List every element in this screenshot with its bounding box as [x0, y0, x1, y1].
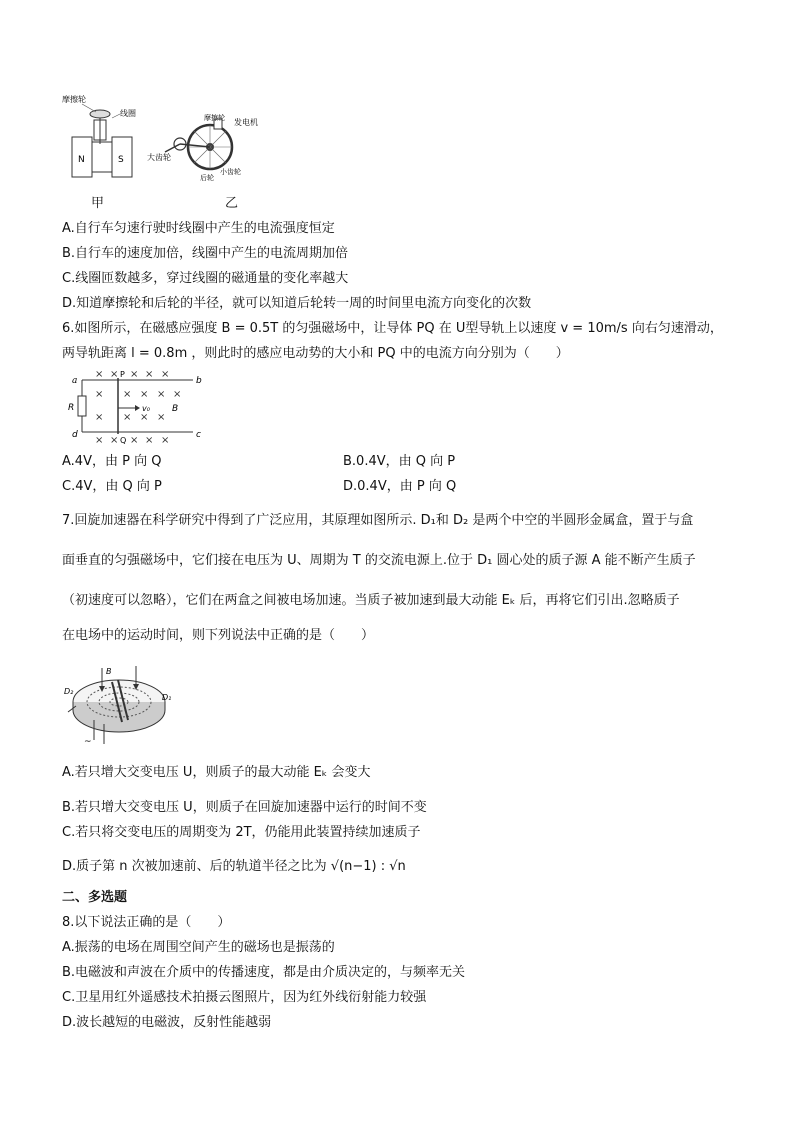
q7-option-d: D.质子第 n 次被加速前、后的轨道半径之比为 √(n−1) : √n — [62, 859, 406, 874]
label-rear-wheel: 后轮 — [200, 174, 214, 182]
svg-text:×: × — [130, 369, 139, 380]
label-d: d — [72, 430, 78, 440]
q8-option-b: B.电磁波和声波在介质中的传播速度，都是由介质决定的，与频率无关 — [62, 965, 466, 980]
label-d2: D₂ — [64, 687, 74, 696]
q6-option-d: D.0.4V，由 P 向 Q — [343, 479, 457, 494]
q7-stem-line3: （初速度可以忽略），它们在两盒之间被电场加速。当质子被加速到最大动能 Eₖ 后，再将它们引出.忽略质子 — [62, 593, 680, 608]
svg-text:×: × — [145, 435, 154, 446]
label-a: a — [72, 376, 78, 386]
svg-text:×: × — [110, 369, 119, 380]
label-b: b — [196, 376, 202, 386]
label-small-gear: 小齿轮 — [220, 168, 241, 176]
q6-stem-line2: 两导轨距离 l = 0.8m ，则此时的感应电动势的大小和 PQ 中的电流方向分别为（ ） — [62, 346, 569, 361]
q5-option-a: A.自行车匀速行驶时线圈中产生的电流强度恒定 — [62, 221, 335, 236]
svg-text:×: × — [95, 412, 104, 423]
caption-jia: 甲 — [91, 196, 105, 211]
svg-text:×: × — [123, 412, 132, 423]
caption-yi: 乙 — [225, 196, 239, 211]
q7-option-b: B.若只增大交变电压 U，则质子在回旋加速器中运行的时间不变 — [62, 800, 427, 815]
label-generator: 发电机 — [234, 118, 258, 127]
svg-text:×: × — [161, 435, 170, 446]
label-friction-wheel-right: 摩擦轮 — [204, 114, 225, 122]
svg-text:×: × — [123, 389, 132, 400]
svg-text:×: × — [140, 412, 149, 423]
svg-text:×: × — [161, 369, 170, 380]
cyclotron-figure — [64, 662, 176, 747]
svg-text:×: × — [157, 412, 166, 423]
q8-option-a: A.振荡的电场在周围空间产生的磁场也是振荡的 — [62, 940, 335, 955]
q6-option-b: B.0.4V，由 Q 向 P — [343, 454, 456, 469]
label-c: c — [196, 430, 201, 440]
label-magnet-s: S — [118, 155, 124, 165]
q8-option-d: D.波长越短的电磁波，反射性能越弱 — [62, 1015, 272, 1030]
q7-option-a: A.若只增大交变电压 U，则质子的最大动能 Eₖ 会变大 — [62, 765, 371, 780]
q7-stem-line2: 面垂直的匀强磁场中，它们接在电压为 U、周期为 T 的交流电源上.位于 D₁ 圆心处的质子源 A 能不断产生质子 — [62, 553, 696, 568]
bicycle-generator-figure — [62, 92, 272, 187]
q6-rail-figure — [68, 366, 208, 446]
q8-stem: 8.以下说法正确的是（ ） — [62, 915, 231, 930]
q7-option-c: C.若只将交变电压的周期变为 2T，仍能用此装置持续加速质子 — [62, 825, 421, 840]
q8-option-c: C.卫星用红外遥感技术拍摄云图照片，因为红外线衍射能力较强 — [62, 990, 427, 1005]
svg-text:×: × — [173, 389, 182, 400]
label-p: P — [120, 370, 125, 379]
label-ac-source: ~ — [84, 737, 92, 747]
svg-text:×: × — [130, 435, 139, 446]
svg-text:×: × — [140, 389, 149, 400]
label-big-gear: 大齿轮 — [147, 153, 171, 162]
svg-text:×: × — [95, 435, 104, 446]
q6-option-a: A.4V，由 P 向 Q — [62, 454, 162, 469]
label-q: Q — [120, 436, 127, 445]
q6-option-c: C.4V，由 Q 向 P — [62, 479, 162, 494]
label-coil: 线圈 — [120, 109, 136, 118]
label-b-field: B — [106, 667, 112, 676]
label-r: R — [68, 403, 75, 413]
label-b-field: B — [172, 404, 179, 414]
label-d1: D₁ — [162, 693, 172, 702]
label-magnet-n: N — [78, 155, 85, 165]
svg-text:×: × — [110, 435, 119, 446]
q6-stem-line1: 6.如图所示，在磁感应强度 B = 0.5T 的匀强磁场中，让导体 PQ 在 U型导轨上以速度 v = 10m/s 向右匀速滑动， — [62, 321, 723, 336]
q5-option-c: C.线圈匝数越多，穿过线圈的磁通量的变化率越大 — [62, 271, 349, 286]
q5-option-b: B.自行车的速度加倍，线圈中产生的电流周期加倍 — [62, 246, 349, 261]
section-heading-multi-choice: 二、多选题 — [62, 890, 128, 905]
svg-text:×: × — [145, 369, 154, 380]
q7-stem-line1: 7.回旋加速器在科学研究中得到了广泛应用，其原理如图所示. D₁和 D₂ 是两个中空的半圆形金属盒，置于与盒 — [62, 513, 694, 528]
svg-text:×: × — [95, 389, 104, 400]
svg-text:×: × — [157, 389, 166, 400]
svg-text:×: × — [95, 369, 104, 380]
label-friction-wheel-left: 摩擦轮 — [62, 95, 86, 104]
q7-stem-line4: 在电场中的运动时间，则下列说法中正确的是（ ） — [62, 628, 375, 643]
label-v0: v₀ — [142, 404, 150, 413]
q5-option-d: D.知道摩擦轮和后轮的半径，就可以知道后轮转一周的时间里电流方向变化的次数 — [62, 296, 532, 311]
